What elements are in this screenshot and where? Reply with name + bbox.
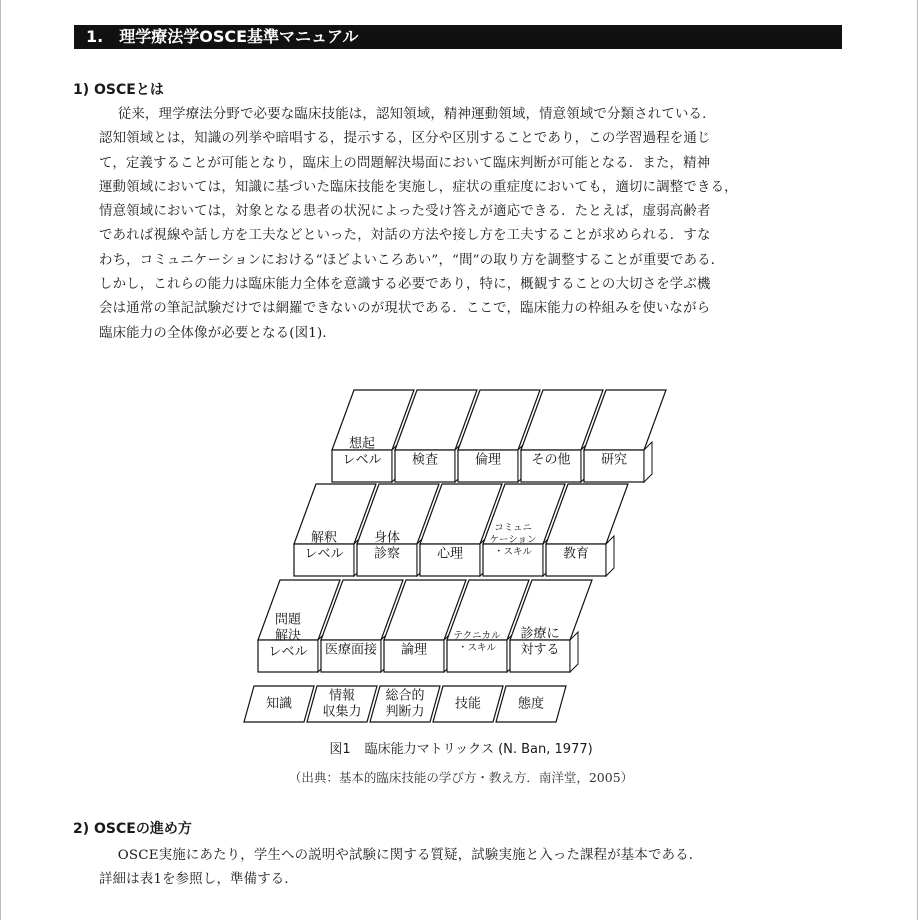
matrix-cell-label: 論理 — [400, 642, 428, 658]
paragraph-line: 臨床能力の全体像が必要となる(図1)． — [99, 325, 337, 341]
matrix-cell-label: レベル — [268, 644, 308, 660]
paragraph-line: OSCE実施にあたり，学生への説明や試験に関する質疑，試験実施と入った課程が基本である． — [117, 848, 703, 863]
matrix-cell-label: 想起 — [348, 436, 376, 452]
figure-caption — [1, 738, 920, 757]
matrix-cell-label: 教育 — [562, 546, 590, 562]
section-heading-osce-procedure: 2) OSCEの進め方 — [73, 821, 192, 837]
paragraph-line: 情意領域においては，対象となる患者の状況によった受け答えが適応できる．たとえば，虚弱高齢者 — [99, 204, 711, 220]
paragraph-line: て，定義することが可能となり，臨床上の問題解決場面において臨床判断が可能となる．また，精神 — [99, 155, 711, 171]
matrix-cell-label: 診察 — [373, 546, 401, 562]
matrix-cell-label: レベル — [342, 452, 382, 468]
matrix-base-label: 収集力 — [322, 704, 362, 720]
matrix-cell-label: 倫理 — [474, 452, 502, 468]
matrix-cell-label: 心理 — [436, 546, 464, 562]
matrix-cell-label: コミュニ — [494, 522, 532, 534]
section1-paragraph — [99, 103, 837, 346]
matrix-cell-label: ・スキル — [458, 642, 496, 654]
section-heading-osce-definition: 1) OSCEとは — [73, 82, 164, 98]
matrix-cell-label: 診療に — [520, 626, 560, 642]
matrix-cell-label: ・スキル — [494, 546, 532, 558]
clinical-competence-matrix-figure — [236, 378, 686, 728]
figure-caption-text: 臨床能力マトリックス (N. Ban, 1977) — [364, 742, 593, 757]
paragraph-line: 会は通常の筆記試験だけでは網羅できないのが現状である．ここで，臨床能力の枠組みを使いながら — [99, 301, 711, 317]
section2-paragraph — [99, 844, 837, 893]
paragraph-line: 従来，理学療法分野で必要な臨床技能は，認知領域，精神運動領域，情意領域で分類されている． — [117, 107, 716, 122]
matrix-base-label: 態度 — [517, 696, 545, 712]
matrix-cell-label: その他 — [531, 452, 571, 468]
matrix-cell-label: 検査 — [411, 452, 439, 468]
matrix-cell-label: 対する — [520, 642, 560, 658]
matrix-base-label: 情報 — [328, 688, 356, 704]
paragraph-line: わち，コミュニケーションにおける“ほどよいころあい”，“間”の取り方を調整することが重要である． — [99, 252, 725, 268]
matrix-cell-label: ケーション — [489, 534, 537, 546]
matrix-cell-label: レベル — [304, 546, 344, 562]
matrix-base-label: 総合的 — [385, 688, 425, 704]
chapter-title: 1. 理学療法学OSCE基準マニュアル — [74, 25, 842, 49]
matrix-cell-label: 問題 — [274, 612, 302, 628]
matrix-cell-label: 解釈 — [310, 530, 338, 546]
matrix-cell-label: 研究 — [600, 452, 628, 468]
paragraph-line: であれば視線や話し方を工夫などといった，対話の方法や接し方を工夫することが求められる．すな — [99, 228, 711, 244]
matrix-cell-label: 医療面接 — [324, 642, 378, 658]
matrix-cell-label: 身体 — [373, 530, 401, 546]
paragraph-line: 認知領域とは，知識の列挙や暗唱する，提示する，区分や区別することであり，この学習過程を通じ — [99, 131, 711, 147]
matrix-base-label: 技能 — [454, 696, 482, 712]
paragraph-line: 詳細は表1を参照し，準備する． — [99, 872, 298, 888]
paragraph-line: しかし，これらの能力は臨床能力全体を意識する必要であり，特に，概観することの大切さを学ぶ機 — [99, 277, 711, 293]
paragraph-line: 運動領域においては，知識に基づいた臨床技能を実施し，症状の重症度においても，適切に調整できる， — [99, 179, 738, 195]
figure-source: （出典：基本的臨床技能の学び方・教え方．南洋堂，2005） — [288, 770, 634, 785]
figure-number: 図1 — [329, 742, 351, 757]
matrix-cell-label: テクニカル — [453, 630, 501, 642]
matrix-cell-label: 解決 — [274, 628, 302, 644]
matrix-base-label: 知識 — [265, 696, 293, 712]
matrix-base-label: 判断力 — [385, 704, 425, 720]
